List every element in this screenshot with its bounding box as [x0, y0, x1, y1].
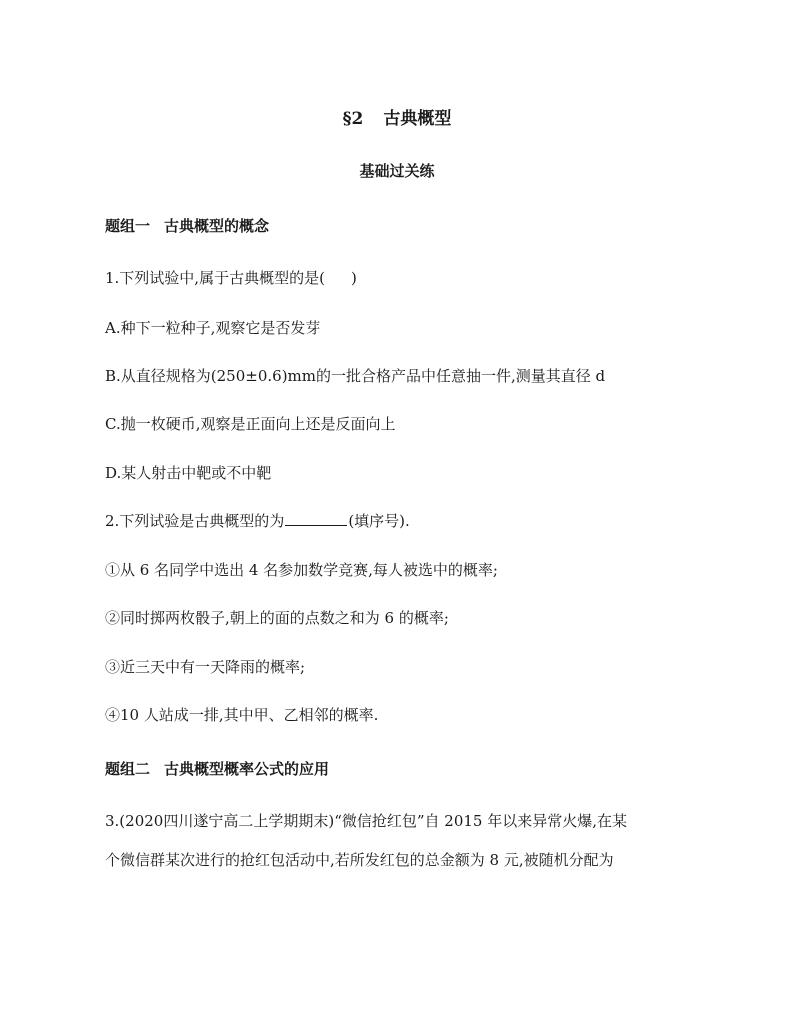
group1-heading — [105, 216, 269, 236]
q2-item-4: ④10 人站成一排,其中甲、乙相邻的概率. — [105, 706, 379, 724]
q2-item-3: ③近三天中有一天降雨的概率; — [105, 658, 306, 676]
q1-stem — [105, 268, 357, 288]
q1-option-c: C.抛一枚硬币,观察是正面向上还是反面向上 — [105, 415, 396, 433]
group1-title: 古典概型的概念 — [164, 217, 270, 235]
q2-stem — [105, 511, 410, 531]
section-subtitle: 基础过关练 — [359, 162, 435, 180]
section-title-text: 古典概型 — [383, 109, 452, 129]
q2-item-2: ②同时掷两枚骰子,朝上的面的点数之和为 6 的概率; — [105, 609, 449, 627]
section-title — [0, 108, 794, 130]
q1-option-a: A.种下一粒种子,观察它是否发芽 — [105, 319, 321, 337]
group1-label: 题组一 — [105, 217, 151, 235]
group2-label: 题组二 — [105, 760, 151, 778]
q2-stem-text: 2.下列试验是古典概型的为 — [105, 512, 285, 530]
q2-stem-tail: (填序号). — [348, 512, 410, 530]
q1-stem-close: ) — [350, 269, 357, 287]
q1-option-d: D.某人射击中靶或不中靶 — [105, 464, 272, 482]
section-number: §2 — [342, 109, 364, 129]
answer-blank[interactable] — [285, 511, 347, 526]
q3-line-2: 个微信群某次进行的抢红包活动中,若所发红包的总金额为 8 元,被随机分配为 — [105, 851, 614, 869]
q2-item-1: ①从 6 名同学中选出 4 名参加数学竞赛,每人被选中的概率; — [105, 561, 498, 579]
q3-line-1: 3.(2020四川遂宁高二上学期期末)“微信抢红包”自 2015 年以来异常火爆,在某 — [105, 812, 628, 830]
q1-stem-text: 1.下列试验中,属于古典概型的是( — [105, 269, 325, 287]
q1-option-b: B.从直径规格为(250±0.6)mm的一批合格产品中任意抽一件,测量其直径 d — [105, 367, 606, 385]
group2-heading — [105, 759, 329, 779]
group2-title: 古典概型概率公式的应用 — [164, 760, 330, 778]
